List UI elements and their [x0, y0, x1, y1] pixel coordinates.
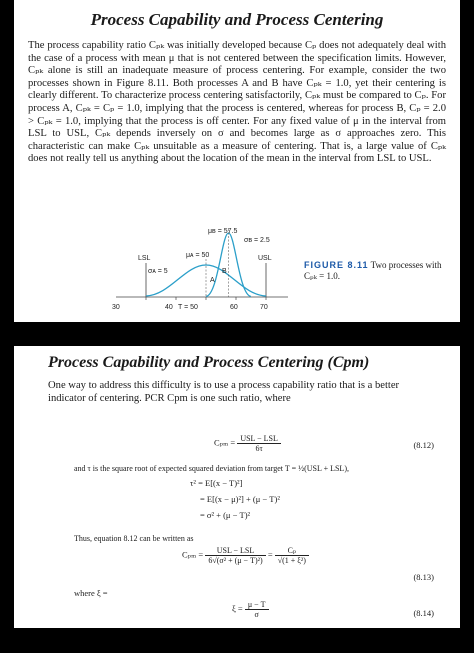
- bottom-black-bar: [0, 628, 474, 653]
- tick-70: 70: [260, 304, 268, 311]
- tau-definition: and τ is the square root of expected squared deviation from target T = ½(USL + LSL),: [74, 464, 349, 473]
- equation-number-8-12: (8.12): [413, 440, 434, 450]
- label-mu-b: μʙ = 57.5: [208, 228, 238, 235]
- label-lsl: LSL: [138, 255, 151, 262]
- section-title: Process Capability and Process Centering: [90, 10, 384, 29]
- label-b: B: [222, 268, 227, 275]
- where-text: where ξ =: [74, 588, 108, 598]
- page-panel-top: [14, 0, 460, 322]
- equation-8-13: Cₚₘ = $\frac{\text{USL − LSL}}{\text{6√(σ² + (μ − T)²)}}$ = $\frac{\text{Cₚ}}{\text{√(1 + ξ²)}}$: [182, 546, 309, 565]
- tick-40: 40: [165, 304, 173, 311]
- thus-text: Thus, equation 8.12 can be written as: [74, 534, 194, 543]
- tau-line-2: = E[(x − μ)²] + (μ − T)²: [200, 494, 280, 504]
- equation-8-12: Cₚₘ = $\frac{\text{USL − LSL}}{6\tau}$: [214, 434, 281, 453]
- figure-caption: [304, 260, 444, 282]
- cpm-intro-paragraph: One way to address this difficulty is to use a process capability ratio that is a better indicator of centering. PCR Cpm is one such ratio, where: [48, 380, 400, 404]
- figure-8-11-plot: [110, 225, 290, 315]
- label-sigma-b: σʙ = 2.5: [244, 237, 270, 244]
- label-sigma-a: σᴀ = 5: [148, 268, 168, 275]
- label-a: A: [210, 277, 215, 284]
- figure-caption-text: Two processes with Cₚₖ = 1.0.: [304, 260, 442, 281]
- tick-60: 60: [230, 304, 238, 311]
- equation-number-8-14: (8.14): [413, 608, 434, 618]
- figure-caption-label: FIGURE 8.11: [304, 260, 369, 270]
- tick-30: 30: [112, 304, 120, 311]
- equation-8-14: ξ = $\frac{\mu - T}{\sigma}$: [232, 600, 269, 619]
- label-mu-a: μᴀ = 50: [186, 252, 210, 259]
- equation-number-8-13: (8.13): [413, 572, 434, 582]
- section-title-cpm: Process Capability and Process Centering (Cpm): [48, 354, 370, 371]
- tau-line-3: = σ² + (μ − T)²: [200, 510, 251, 520]
- tau-line-1: τ² = E[(x − T)²]: [190, 478, 243, 488]
- body-paragraph: The process capability ratio Cₚₖ was initially developed because Cₚ does not adequately deal with the case of a process with mean μ that is not centered between the specification limits. However, Cₚₖ alone is still an inadequate measure of process centering. For example, consider the two processes shown in Figure 8.11. Both processes A and B have Cₚₖ = 1.0, yet their centering is clearly different. To characterize process centering satisfactorily, Cₚₖ must be compared to Cₚ. For process A, Cₚₖ = Cₚ = 1.0, implying that the process is centered, whereas for process B, Cₚ = 2.0 > Cₚₖ = 1.0, implying that the process is off center. For any fixed value of μ in the interval from LSL to USL, Cₚₖ depends inversely on σ and becomes large as σ approaches zero. This characteristic can make Cₚₖ unsuitable as a measure of centering. That is, a large value of Cₚₖ does not really tell us anything about the location of the mean in the interval from LSL to USL.: [28, 40, 446, 165]
- page-panel-bottom: [14, 346, 460, 628]
- label-usl: USL: [258, 255, 272, 262]
- tick-50: T = 50: [178, 304, 198, 311]
